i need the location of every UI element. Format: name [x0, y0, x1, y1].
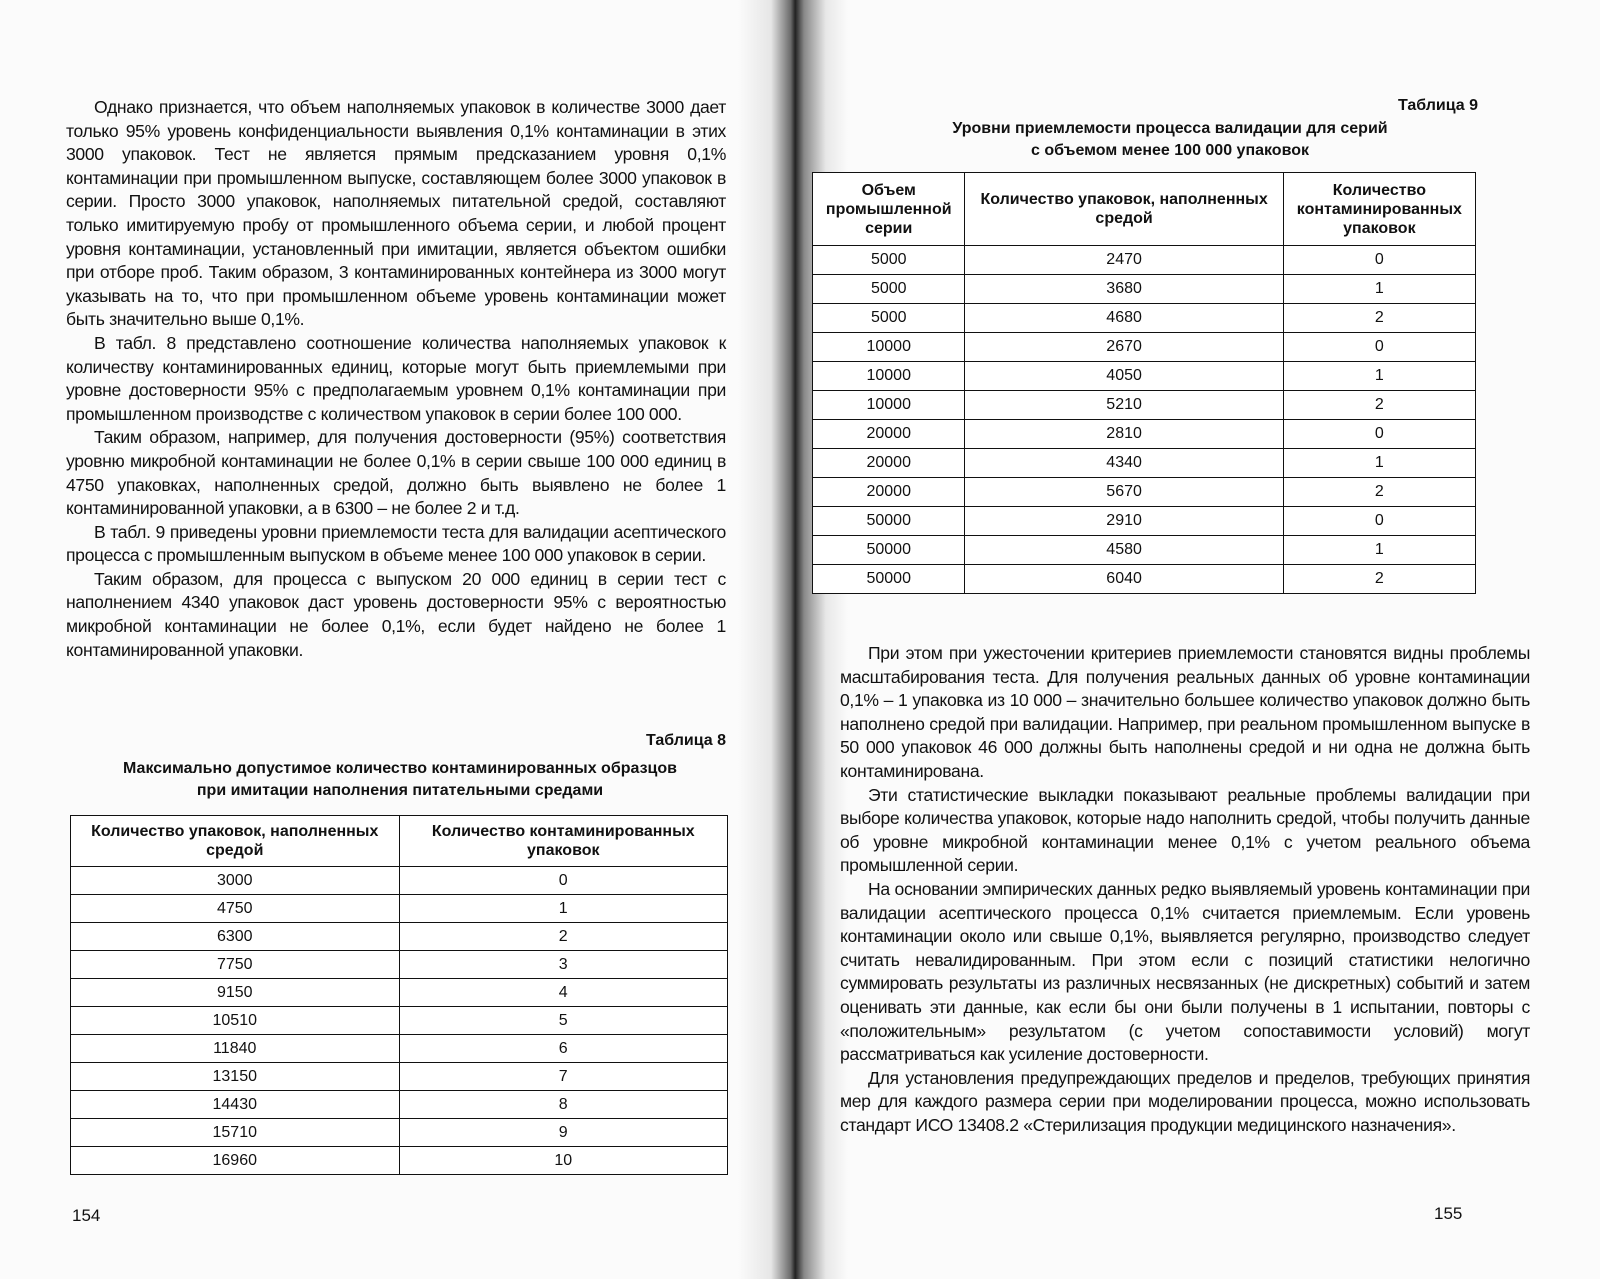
- table9-header-row: [813, 173, 1476, 246]
- table-cell: 16960: [71, 1147, 400, 1175]
- table-cell: 0: [1283, 507, 1475, 536]
- table-cell: 4750: [71, 895, 400, 923]
- table-cell: 15710: [71, 1119, 400, 1147]
- table9-header-cell: Объем промышленной серии: [813, 173, 965, 246]
- paragraph: Эти статистические выкладки показывают реальные проблемы валидации при выборе количества упаковок, которые надо наполнить средой, чтобы получить данные об уровне микробной контаминации менее 0,1% с учетом реального объема промышленной серии.: [840, 784, 1530, 876]
- table-cell: 50000: [813, 565, 965, 594]
- table-row: [813, 536, 1476, 565]
- table-row: [71, 1119, 728, 1147]
- table-cell: 0: [1283, 420, 1475, 449]
- paragraph: При этом при ужесточении критериев приемлемости становятся видны проблемы масштабирования теста. Для получения реальных данных об уровне контаминации 0,1% – 1 упаковка из 10 000 – значительно большее количество упаковок должно быть наполнено средой при валидации. Например, при реальном промышленном выпуске в 50 000 упаковок 46 000 должны быть наполнены средой и ни одна не должна быть контаминирована.: [840, 643, 1530, 781]
- table-row: [813, 362, 1476, 391]
- table-row: [813, 275, 1476, 304]
- table-row: [813, 304, 1476, 333]
- table-cell: 4580: [965, 536, 1283, 565]
- table-cell: 2: [1283, 391, 1475, 420]
- table-row: [71, 867, 728, 895]
- table-cell: 10000: [813, 333, 965, 362]
- table-row: [71, 951, 728, 979]
- table-cell: 10510: [71, 1007, 400, 1035]
- table9-title-line1: Уровни приемлемости процесса валидации для серий: [952, 120, 1388, 137]
- table-row: [813, 507, 1476, 536]
- right-page: [800, 0, 1600, 1279]
- table-cell: 4340: [965, 449, 1283, 478]
- table-cell: 50000: [813, 507, 965, 536]
- table-cell: 4: [399, 979, 728, 1007]
- table-row: [813, 420, 1476, 449]
- table-cell: 50000: [813, 536, 965, 565]
- table-cell: 4680: [965, 304, 1283, 333]
- table-cell: 2810: [965, 420, 1283, 449]
- table-cell: 0: [399, 867, 728, 895]
- table-cell: 5670: [965, 478, 1283, 507]
- paragraph: В табл. 9 приведены уровни приемлемости теста для валидации асептического процесса с промышленным выпуском в объеме менее 100 000 упаковок в серии.: [66, 521, 726, 566]
- table-cell: 5000: [813, 246, 965, 275]
- table9-header-cell: Количество упаковок, наполненных средой: [965, 173, 1283, 246]
- table-cell: 5: [399, 1007, 728, 1035]
- table-row: [813, 478, 1476, 507]
- table-cell: 10: [399, 1147, 728, 1175]
- table8-header-cell: Количество контаминированных упаковок: [399, 816, 728, 867]
- table-cell: 2: [1283, 565, 1475, 594]
- table-cell: 20000: [813, 449, 965, 478]
- table-cell: 8: [399, 1091, 728, 1119]
- right-body-text: [840, 642, 1530, 1137]
- paragraph: Однако признается, что объем наполняемых упаковок в количестве 3000 дает только 95% уровень конфиденциальности выявления 0,1% контаминации в этих 3000 упаковок. Тест не является прямым предсказанием уровня 0,1% контаминации при промышленном выпуске, составляющем более 3000 упаковок в серии. Просто 3000 упаковок, наполняемых питательной средой, составляют только имитируемую пробу от промышленного объема серии, и любой процент уровня контаминации, установленный при имитации, является объектом ошибки при отборе проб. Таким образом, 3 контаминированных контейнера из 3000 могут указывать на то, что при промышленном объеме уровень контаминации может быть значительно выше 0,1%.: [66, 97, 726, 330]
- table-cell: 1: [399, 895, 728, 923]
- table-cell: 20000: [813, 478, 965, 507]
- table-cell: 3680: [965, 275, 1283, 304]
- page-number-right: 155: [1434, 1204, 1463, 1223]
- table8: [70, 815, 728, 1175]
- table-cell: 6300: [71, 923, 400, 951]
- table8-header-row: [71, 816, 728, 867]
- table-row: [71, 923, 728, 951]
- table-cell: 2670: [965, 333, 1283, 362]
- paragraph: Таким образом, например, для получения достоверности (95%) соответствия уровню микробной контаминации не более 0,1% в серии свыше 100 000 единиц в 4750 упаковках, наполненных средой, должно быть выявлено не более 1 контаминированной упаковки, а в 6300 – не более 2 и т.д.: [66, 427, 726, 519]
- paragraph: На основании эмпирических данных редко выявляемый уровень контаминации при валидации асептического процесса 0,1% считается приемлемым. Если уровень контаминации около или свыше 0,1%, выявляется регулярно, производство следует считать невалидированным. При этом если с позиций статистики нелогично суммировать результаты из различных несвязанных (не дискретных) событий и затем оценивать эти данные, как если бы они были получены в 1 испытании, повторы с «положительным» результатом (с учетом сопоставимости условий) могут рассматриваться как усиление достоверности.: [840, 878, 1530, 1065]
- table9-header-cell: Количество контаминированных упаковок: [1283, 173, 1475, 246]
- table-row: [813, 333, 1476, 362]
- table-cell: 1: [1283, 362, 1475, 391]
- table-cell: 5000: [813, 304, 965, 333]
- table-cell: 9150: [71, 979, 400, 1007]
- table-cell: 3: [399, 951, 728, 979]
- table-cell: 2: [1283, 304, 1475, 333]
- table-cell: 2: [399, 923, 728, 951]
- table-cell: 14430: [71, 1091, 400, 1119]
- table-cell: 6: [399, 1035, 728, 1063]
- table-cell: 2470: [965, 246, 1283, 275]
- table-row: [71, 1035, 728, 1063]
- table-cell: 11840: [71, 1035, 400, 1063]
- table-cell: 0: [1283, 246, 1475, 275]
- table-row: [813, 449, 1476, 478]
- table8-header-cell: Количество упаковок, наполненных средой: [71, 816, 400, 867]
- table-row: [71, 1007, 728, 1035]
- table-row: [71, 1147, 728, 1175]
- table-cell: 2: [1283, 478, 1475, 507]
- paragraph: В табл. 8 представлено соотношение количества наполняемых упаковок к количеству контаминированных единиц, которые могут быть приемлемыми при уровне достоверности 95% с предполагаемым уровнем 0,1% контаминации при промышленном производстве с количеством упаковок в серии более 100 000.: [66, 332, 726, 424]
- table9-title: [860, 118, 1480, 162]
- table-row: [813, 391, 1476, 420]
- table9-title-line2: с объемом менее 100 000 упаковок: [1031, 142, 1309, 159]
- table8-title-line2: при имитации наполнения питательными средами: [196, 782, 604, 799]
- table9: [812, 172, 1476, 594]
- table-cell: 3000: [71, 867, 400, 895]
- left-body-text: [66, 96, 726, 662]
- table-cell: 20000: [813, 420, 965, 449]
- table-cell: 1: [1283, 449, 1475, 478]
- table-cell: 10000: [813, 391, 965, 420]
- table-row: [71, 1063, 728, 1091]
- table-cell: 13150: [71, 1063, 400, 1091]
- table-cell: 1: [1283, 536, 1475, 565]
- table-cell: 0: [1283, 333, 1475, 362]
- table-cell: 1: [1283, 275, 1475, 304]
- table-row: [813, 565, 1476, 594]
- table8-title: [70, 758, 730, 802]
- table-row: [71, 895, 728, 923]
- left-page: [0, 0, 770, 1279]
- table-cell: 5000: [813, 275, 965, 304]
- table-cell: 6040: [965, 565, 1283, 594]
- table-cell: 5210: [965, 391, 1283, 420]
- table-cell: 2910: [965, 507, 1283, 536]
- table-cell: 10000: [813, 362, 965, 391]
- table8-title-line1: Максимально допустимое количество контаминированных образцов: [123, 760, 677, 777]
- paragraph: Таким образом, для процесса с выпуском 20 000 единиц в серии тест с наполнением 4340 упаковок даст уровень достоверности 95% с вероятностью микробной контаминации не более 0,1%, если будет найдено не более 1 контаминированной упаковки.: [66, 568, 726, 660]
- paragraph: Для установления предупреждающих пределов и пределов, требующих принятия мер для каждого размера серии при моделировании процесса, можно использовать стандарт ИСО 13408.2 «Стерилизация продукции медицинского назначения».: [840, 1067, 1530, 1135]
- table-cell: 4050: [965, 362, 1283, 391]
- table-cell: 7750: [71, 951, 400, 979]
- table9-number: Таблица 9: [1397, 97, 1478, 114]
- table-row: [71, 979, 728, 1007]
- table-row: [71, 1091, 728, 1119]
- page-number-left: 154: [72, 1206, 101, 1225]
- table-cell: 9: [399, 1119, 728, 1147]
- table-row: [813, 246, 1476, 275]
- table8-number: Таблица 8: [645, 732, 726, 749]
- table-cell: 7: [399, 1063, 728, 1091]
